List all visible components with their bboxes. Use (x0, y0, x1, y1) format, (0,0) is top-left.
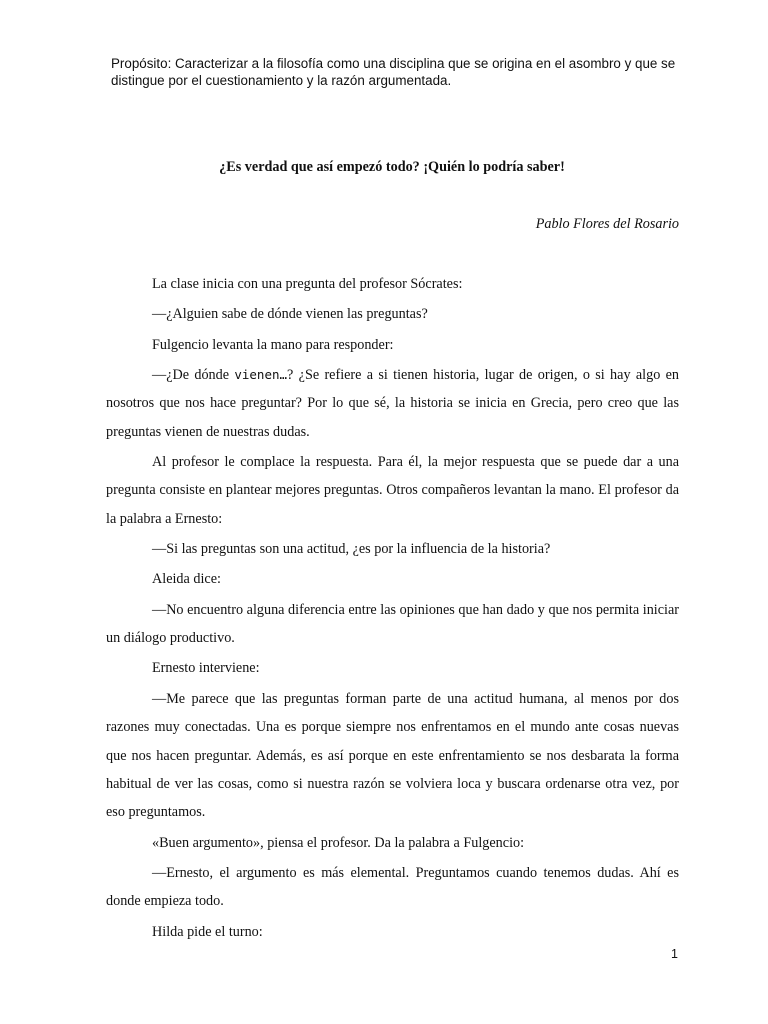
document-title: ¿Es verdad que así empezó todo? ¡Quién lo podría saber! (219, 159, 565, 175)
paragraph: Hilda pide el turno: (152, 923, 263, 940)
paragraph: Al profesor le complace la respuesta. Para él, la mejor respuesta que se puede dar a una pregunta consiste en plantear mejores preguntas. Otros compañeros levantan la mano. El profesor da la palabra a Ernesto: (106, 454, 679, 527)
paragraph: Aleida dice: (152, 571, 221, 588)
paragraph: —No encuentro alguna diferencia entre las opiniones que han dado y que nos permita iniciar un diálogo productivo. (106, 601, 679, 647)
paragraph: —Si las preguntas son una actitud, ¿es por la influencia de la historia? (152, 541, 551, 558)
paragraph: —¿Alguien sabe de dónde vienen las preguntas? (152, 306, 428, 323)
page-number: 1 (671, 947, 678, 961)
paragraph-text: —¿De dónde (152, 366, 235, 383)
author-name: Pablo Flores del Rosario (535, 216, 679, 232)
paragraph: —Me parece que las preguntas forman parte de una actitud humana, al menos por dos razones muy conectadas. Una es porque siempre nos enfrentamos en el mundo ante cosas nuevas que nos hacen preguntar. Además, es así porque en este enfrentamiento se nos desbarata la forma habitual de ver las cosas, como si nuestra razón se volviera loca y buscara ordenarse otra vez, por eso preguntamos. (106, 690, 679, 821)
paragraph: Fulgencio levanta la mano para responder: (152, 336, 394, 353)
purpose-statement: Propósito: Caracterizar a la filosofía como una disciplina que se origina en el asombro y que se distingue por el cuestionamiento y la razón argumentada. (111, 56, 676, 88)
document-body (106, 270, 679, 948)
paragraph-text: ? ¿Se refiere a si tienen historia, lugar de origen, o si hay algo en nosotros que nos hace preguntar? Por lo que sé, la historia se inicia en Grecia, pero creo que las preguntas vienen de nuestras dudas. (106, 366, 679, 440)
paragraph: Ernesto interviene: (152, 660, 260, 677)
paragraph: «Buen argumento», piensa el profesor. Da la palabra a Fulgencio: (152, 834, 525, 851)
paragraph: —Ernesto, el argumento es más elemental. Preguntamos cuando tenemos dudas. Ahí es donde empieza todo. (106, 864, 679, 910)
paragraph: La clase inicia con una pregunta del profesor Sócrates: (152, 276, 463, 292)
paragraph (106, 361, 679, 446)
paragraph-emphasis: vienen… (234, 366, 288, 382)
